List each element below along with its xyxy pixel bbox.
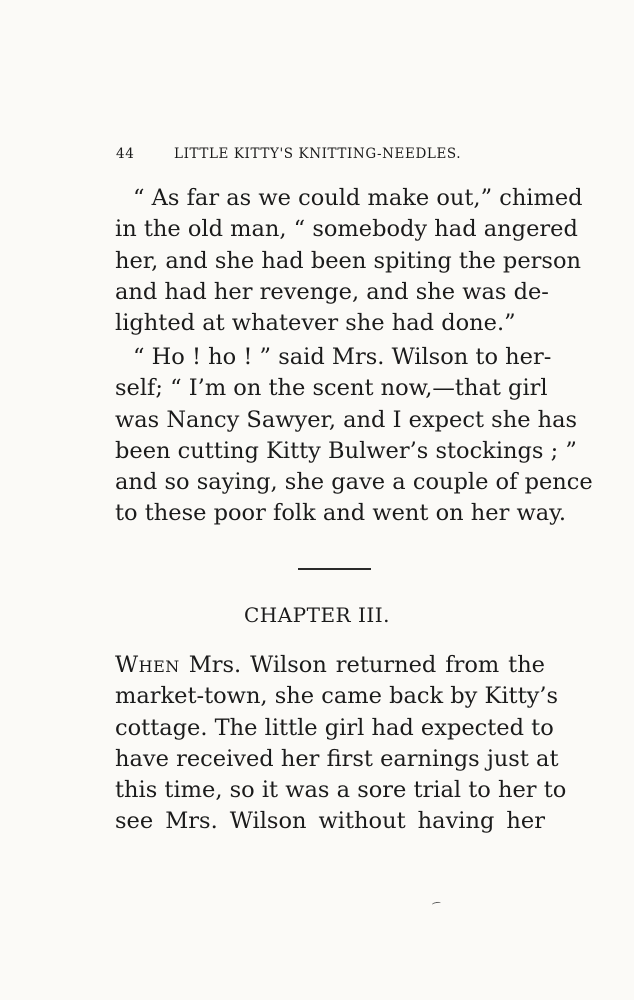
- text-line: cottage. The little girl had expected to: [115, 714, 554, 741]
- text-line: and had her revenge, and she was de-: [115, 278, 549, 305]
- text-line: and so saying, she gave a couple of pence: [115, 469, 593, 496]
- text-line: “ As far as we could make out,” chimed: [133, 185, 583, 211]
- paragraph-mrs-wilson-reaction: [115, 342, 593, 530]
- opening-small-caps-word: When: [115, 652, 180, 678]
- paragraph-chapter-opening: [115, 650, 567, 838]
- text-line: to these poor folk and went on her way.: [115, 500, 567, 527]
- first-line-rest: Mrs. Wilson returned from the: [179, 652, 545, 678]
- running-head: [116, 146, 546, 166]
- text-line: been cutting Kitty Bulwer’s stockings ; ”: [115, 437, 577, 464]
- section-divider: [298, 568, 371, 570]
- running-title: LITTLE KITTY'S KNITTING-NEEDLES.: [174, 146, 462, 162]
- ink-speck: [432, 901, 442, 907]
- page-number: 44: [116, 146, 135, 162]
- text-line: lighted at whatever she had done.”: [115, 310, 516, 337]
- text-line: have received her first earnings just at: [115, 745, 559, 772]
- chapter-heading: CHAPTER III.: [243, 603, 391, 627]
- text-line-first: [115, 650, 545, 681]
- text-line: in the old man, “ somebody had angered: [115, 216, 578, 243]
- text-line: her, and she had been spiting the person: [115, 247, 581, 274]
- text-line: see Mrs. Wilson without having her: [115, 808, 545, 835]
- text-line: was Nancy Sawyer, and I expect she has: [115, 406, 578, 433]
- text-line: “ Ho ! ho ! ” said Mrs. Wilson to her-: [133, 344, 552, 370]
- text-line: market-town, she came back by Kitty’s: [115, 683, 559, 710]
- text-line: self; “ I’m on the scent now,—that girl: [115, 375, 548, 402]
- text-line: this time, so it was a sore trial to her to: [115, 777, 567, 804]
- paragraph-old-man-account: [115, 183, 583, 339]
